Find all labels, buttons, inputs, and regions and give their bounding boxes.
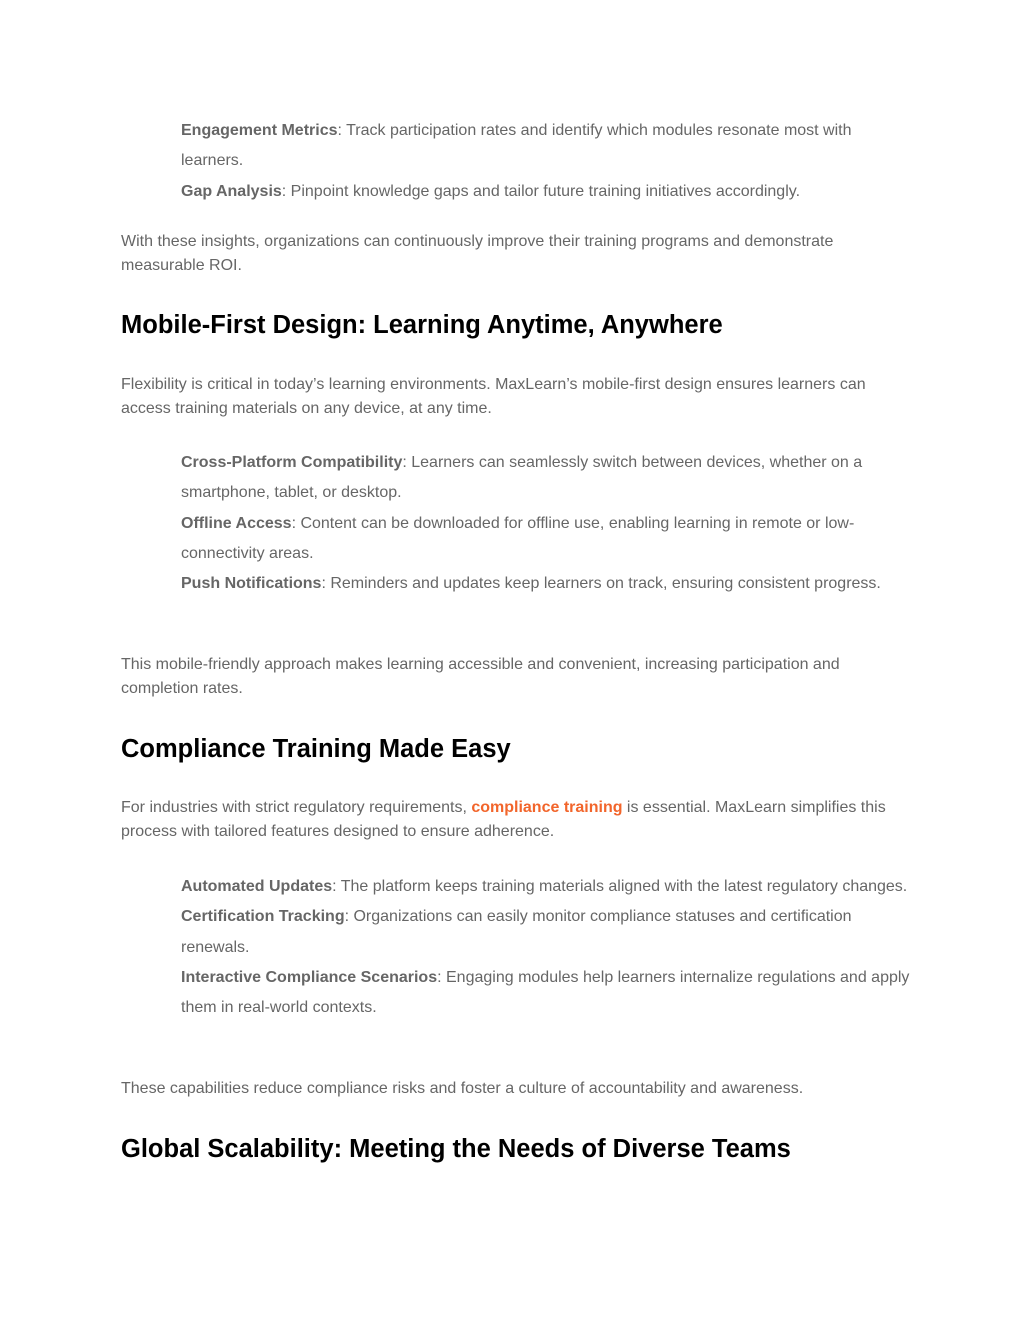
bullet-engagement-metrics — [181, 116, 911, 177]
bullet-term: Gap Analysis — [181, 182, 282, 200]
compliance-outro-paragraph: These capabilities reduce compliance risks and foster a culture of accountability and awareness. — [121, 1080, 804, 1097]
bullet-text: : Learners can seamlessly switch between devices, whether on a smartphone, tablet, or desktop. — [181, 454, 863, 502]
bullet-cross-platform — [181, 448, 911, 509]
insights-paragraph: With these insights, organizations can continuously improve their training programs and demonstrate measurable ROI. — [121, 233, 834, 274]
bullet-text: : Engaging modules help learners internalize regulations and apply them in real-world contexts. — [181, 968, 910, 1017]
bullet-term: Offline Access — [181, 514, 292, 532]
compliance-training-link[interactable]: compliance training — [471, 799, 623, 816]
compliance-intro-text: For industries with strict regulatory requirements, — [121, 799, 472, 816]
bullet-text: : Pinpoint knowledge gaps and tailor future training initiatives accordingly. — [281, 182, 801, 200]
bullet-term: Push Notifications — [181, 575, 322, 593]
mobile-section-heading: Mobile-First Design: Learning Anytime, Anywhere — [121, 311, 723, 339]
compliance-intro-paragraph — [121, 796, 911, 843]
mobile-intro-paragraph: Flexibility is critical in today’s learning environments. MaxLearn’s mobile-first design ensures learners can access training materials on any device, at any time. — [121, 376, 866, 417]
bullet-term: Automated Updates — [181, 878, 333, 895]
bullet-push-notifications — [181, 569, 911, 599]
bullet-text: : The platform keeps training materials aligned with the latest regulatory changes. — [332, 878, 908, 895]
bullet-interactive-scenarios — [181, 963, 911, 1024]
compliance-bullet-list — [181, 872, 911, 1023]
global-section-heading: Global Scalability: Meeting the Needs of Diverse Teams — [121, 1135, 791, 1163]
bullet-text: : Reminders and updates keep learners on track, ensuring consistent progress. — [321, 575, 881, 593]
analytics-bullet-list — [181, 116, 911, 207]
bullet-text: : Track participation rates and identify which modules resonate most with learners. — [181, 122, 852, 170]
bullet-automated-updates — [181, 872, 911, 902]
bullet-text: : Organizations can easily monitor compliance statuses and certification renewals. — [181, 908, 852, 956]
compliance-section-heading: Compliance Training Made Easy — [121, 735, 511, 763]
bullet-term: Interactive Compliance Scenarios — [181, 968, 438, 986]
bullet-certification-tracking — [181, 902, 911, 963]
bullet-text: : Content can be downloaded for offline use, enabling learning in remote or low-connectivity areas. — [181, 514, 855, 562]
mobile-outro-paragraph: This mobile-friendly approach makes learning accessible and convenient, increasing participation and completion rates. — [121, 656, 840, 697]
bullet-offline-access — [181, 509, 911, 570]
bullet-gap-analysis — [181, 177, 911, 207]
bullet-term: Cross-Platform Compatibility — [181, 454, 403, 471]
compliance-intro-text: is essential. MaxLearn simplifies this process with tailored features designed to ensure adherence. — [121, 799, 886, 840]
mobile-bullet-list — [181, 448, 911, 599]
bullet-term: Engagement Metrics — [181, 122, 338, 139]
bullet-term: Certification Tracking — [181, 908, 345, 926]
